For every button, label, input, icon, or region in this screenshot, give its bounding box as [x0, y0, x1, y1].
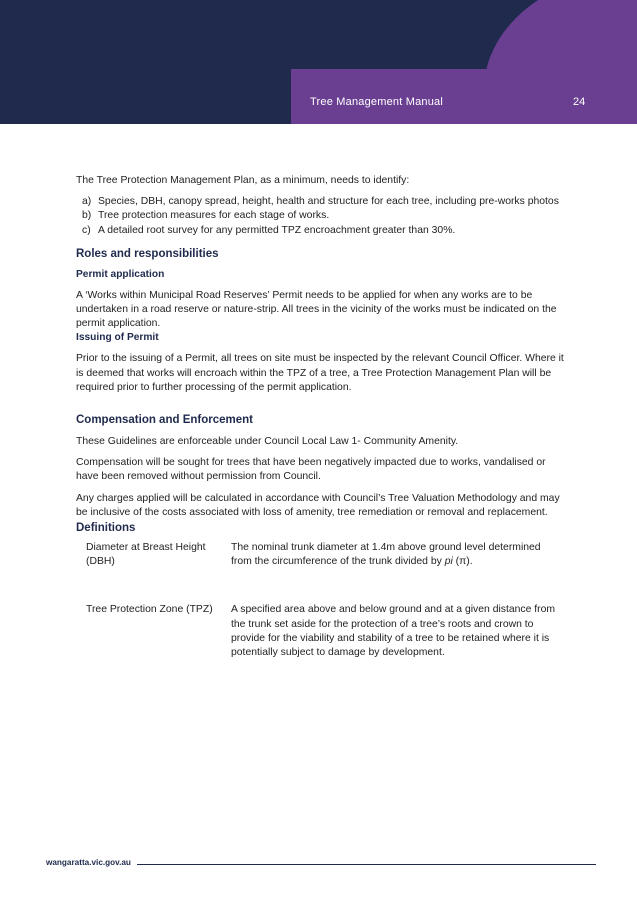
- page-content: [76, 174, 564, 660]
- definition-description: [231, 541, 564, 569]
- definition-text: The nominal trunk diameter at 1.4m above ground level determined from the circumference of the trunk divided by: [231, 542, 541, 568]
- page-number: 24: [573, 96, 586, 108]
- list-marker: b): [82, 210, 92, 222]
- definition-term: Tree Protection Zone (TPZ): [86, 604, 213, 616]
- definition-row-dbh: [76, 541, 564, 569]
- requirements-list: [76, 195, 564, 238]
- footer-divider: [137, 864, 596, 865]
- compensation-paragraph: Any charges applied will be calculated in accordance with Council’s Tree Valuation Methodology and may be inclusive of the costs associated with loss of amenity, tree remediation or removal and replacement.: [76, 492, 560, 518]
- compensation-paragraph: Compensation will be sought for trees that have been negatively impacted due to works, vandalised or have been removed without permission from Council.: [76, 457, 546, 483]
- list-item-text: Tree protection measures for each stage of works.: [98, 210, 330, 222]
- list-marker: c): [82, 224, 91, 236]
- pi-suffix: (π).: [452, 556, 473, 568]
- definitions-heading: Definitions: [76, 522, 136, 535]
- page-header: [0, 0, 637, 124]
- document-title: Tree Management Manual: [310, 96, 444, 108]
- definition-term: Diameter at Breast Height (DBH): [86, 542, 206, 568]
- list-item: [76, 195, 564, 209]
- compensation-heading: Compensation and Enforcement: [76, 414, 253, 427]
- compensation-paragraph: These Guidelines are enforceable under Council Local Law 1- Community Amenity.: [76, 436, 459, 448]
- permit-application-heading: Permit application: [76, 268, 165, 280]
- definition-row-tpz: [76, 603, 564, 660]
- list-marker: a): [82, 196, 92, 208]
- roles-heading: Roles and responsibilities: [76, 247, 219, 260]
- list-item: [76, 209, 564, 223]
- issuing-permit-body: Prior to the issuing of a Permit, all trees on site must be inspected by the relevant Council Officer. Where it is deemed that works will encroach within the TPZ of a tree, a Tree Protection Management Plan will be required prior to further processing of the permit application.: [76, 353, 564, 393]
- permit-application-body: A ‘Works within Municipal Road Reserves’ Permit needs to be applied for when any works are to be undertaken in a road reserve or nature-strip. All trees in the vicinity of the works must be indicated on the permit application.: [76, 289, 557, 330]
- pi-symbol: pi: [444, 556, 453, 568]
- issuing-permit-heading: Issuing of Permit: [76, 332, 159, 344]
- intro-paragraph: The Tree Protection Management Plan, as a minimum, needs to identify:: [76, 175, 410, 186]
- list-item-text: Species, DBH, canopy spread, height, health and structure for each tree, including pre-works photos: [98, 196, 559, 208]
- footer-website-link[interactable]: wangaratta.vic.gov.au: [46, 858, 131, 867]
- definition-description: A specified area above and below ground and at a given distance from the trunk set aside for the protection of a tree’s roots and crown to provide for the viability and stability of a tree to be retained where it is potentially subject to damage by development.: [231, 604, 556, 659]
- list-item: [76, 224, 564, 238]
- list-item-text: A detailed root survey for any permitted TPZ encroachment greater than 30%.: [98, 224, 456, 236]
